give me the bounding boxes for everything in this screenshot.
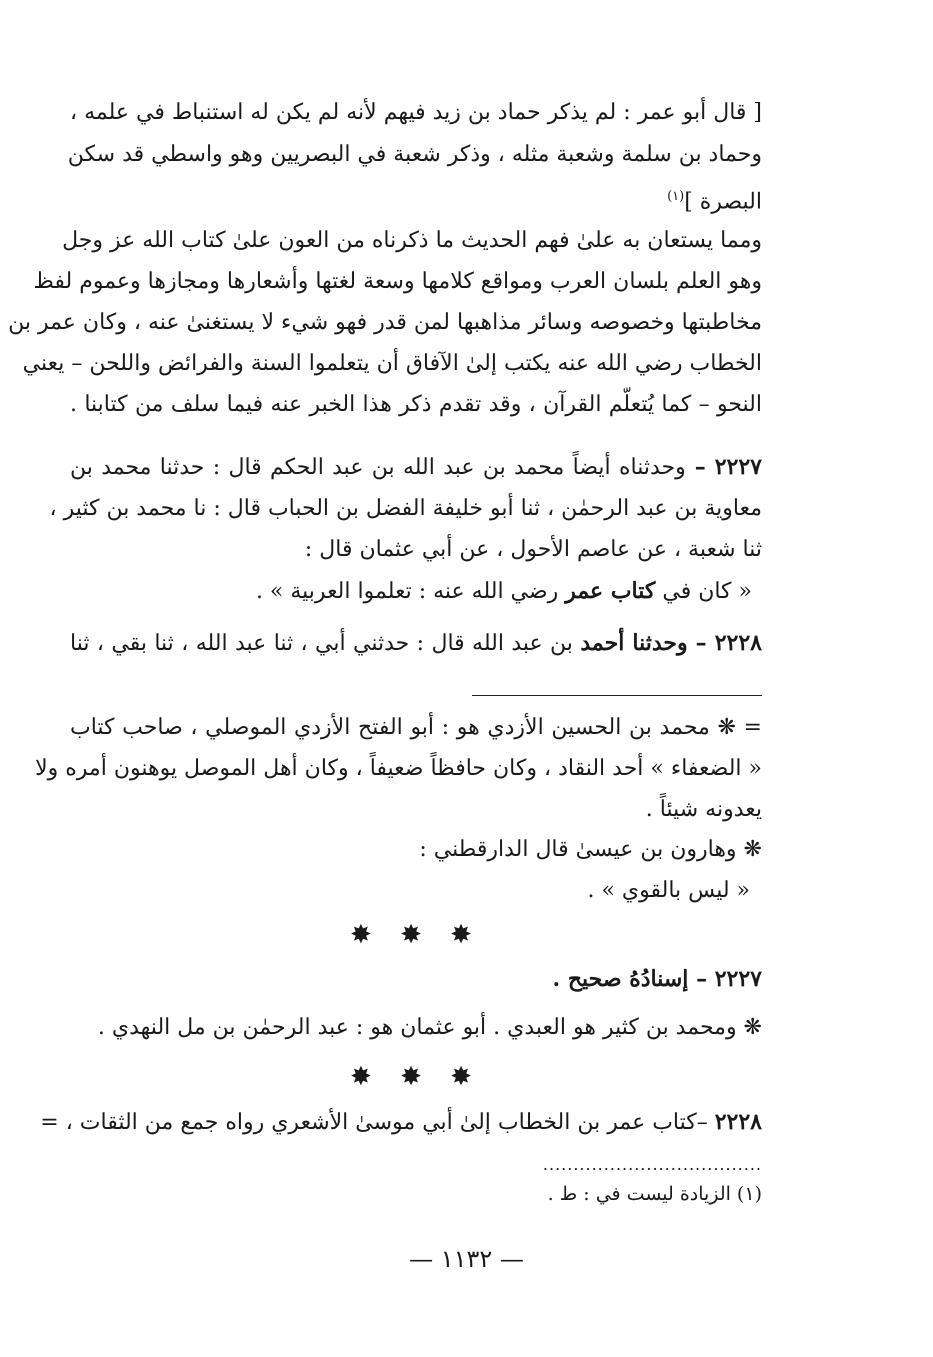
hadith-2227-dash: – [685, 454, 715, 480]
verdict-2227-text: – إسنادُهُ صحيح . [552, 966, 715, 992]
hadith-2227-number: ٢٢٢٧ [714, 454, 762, 480]
hadith-2227 [49, 454, 762, 604]
page-number: — ١١٣٢ — [409, 1245, 524, 1273]
main-line-2: وهو العلم بلسان العرب ومواقع كلامها وسعة لغتها وأشعارها ومجازها وعموم لفظ [33, 269, 762, 294]
quote-line-3-text: البصرة ] [684, 189, 762, 215]
main-line-3: مخاطبتها وخصوصه وسائر مذاهبها لمن قدر فهو شيء لا يستغنىٰ عنه ، وكان عمر بن [8, 310, 762, 335]
footnote-2-line-1: ❋ وهارون بن عيسىٰ قال الدارقطني : [419, 837, 762, 862]
footnote-1-line-3: يعدونه شيئاً . [645, 797, 762, 822]
hadith-2227-text-1: وحدثناه أيضاً محمد بن عبد الله بن عبد الحكم قال : حدثنا محمد بن [70, 455, 686, 480]
hadith-2228-bold: وحدثنا أحمد [580, 630, 688, 656]
footnote-narrator-azdi [35, 715, 762, 822]
note-2228-line [40, 1109, 762, 1135]
quote-paragraph [67, 100, 762, 215]
footnote-separator-rule [472, 695, 762, 696]
hadith-2228-line-1 [70, 632, 762, 655]
separator-stars-2: ✸ ✸ ✸ [350, 1062, 482, 1092]
footnote-2-line-2: « ليس بالقوي » . [587, 878, 750, 903]
footnote-ref-1: (١) [667, 189, 685, 204]
hadith-2228 [70, 632, 762, 655]
hadith-2228-dash: – [687, 630, 715, 656]
footnote-narrator-harun [70, 839, 762, 902]
hadith-2227-line-1 [70, 456, 762, 479]
hadith-2227-line-2: معاوية بن عبد الرحمٰن ، ثنا أبو خليفة الفضل بن الحباب قال : نا محمد بن كثير ، [49, 496, 762, 521]
margin-footnote [70, 1184, 762, 1204]
verdict-2227-number: ٢٢٢٧ [714, 966, 762, 992]
separator-stars: ✸ ✸ ✸ [350, 920, 482, 950]
margin-footnote-text: (١) الزيادة ليست في : ط . [547, 1183, 762, 1205]
hadith-2227-quote [70, 580, 762, 603]
footnote-dots-separator: .................................... [542, 1157, 762, 1173]
main-line-4: الخطاب رضي الله عنه يكتب إلىٰ الآفاق أن يتعلموا السنة والفرائض واللحن – يعني [22, 351, 762, 376]
hadith-2227-line-3: ثنا شعبة ، عن عاصم الأحول ، عن أبي عثمان قال : [304, 537, 762, 562]
hadith-2228-number: ٢٢٢٨ [714, 630, 762, 656]
main-line-1: ومما يستعان به علىٰ فهم الحديث ما ذكرناه من العون علىٰ كتاب الله عز وجل [62, 228, 762, 253]
quote-line-1: [ قال أبو عمر : لم يذكر حماد بن زيد فيهم لأنه لم يكن له استنباط في علمه ، [70, 100, 762, 125]
main-paragraph [8, 228, 762, 417]
note-2228 [40, 1109, 762, 1135]
verdict-2227-line [70, 968, 762, 991]
footnote-1-line-2: « الضعفاء » أحد النقاد ، وكان حافظاً ضعيفاً ، وكان أهل الموصل يوهنون أمره ولا [35, 756, 762, 781]
note-2228-text: –كتاب عمر بن الخطاب إلىٰ أبي موسىٰ الأشعري رواه جمع من الثقات ، = [40, 1110, 715, 1135]
quote-line-3 [70, 186, 762, 213]
hadith-2228-rest: بن عبد الله قال : حدثني أبي ، ثنا عبد الله ، ثنا بقي ، ثنا [70, 631, 581, 656]
verdict-2227 [70, 968, 762, 991]
hadith-2227-quote-bold: كتاب عمر [565, 578, 656, 604]
quote-line-2: وحماد بن سلمة وشعبة مثله ، وذكر شعبة في البصريين وهو واسطي قد سكن [67, 142, 762, 167]
main-line-5: النحو – كما يُتعلّم القرآن ، وقد تقدم ذكر هذا الخبر عنه فيما سلف من كتابنا . [70, 392, 762, 417]
note-2227-line: ❋ ومحمد بن كثير هو العبدي . أبو عثمان هو : عبد الرحمٰن بن مل النهدي . [97, 1015, 762, 1040]
hadith-2227-quote-rest: رضي الله عنه : تعلموا العربية » . [255, 579, 566, 604]
note-2228-number: ٢٢٢٨ [714, 1109, 762, 1135]
footnote-1-line-1: = ❋ محمد بن الحسين الأزدي هو : أبو الفتح الأزدي الموصلي ، صاحب كتاب [70, 715, 762, 740]
note-2227 [70, 1017, 762, 1039]
hadith-2227-quote-open: « كان في [655, 579, 752, 604]
